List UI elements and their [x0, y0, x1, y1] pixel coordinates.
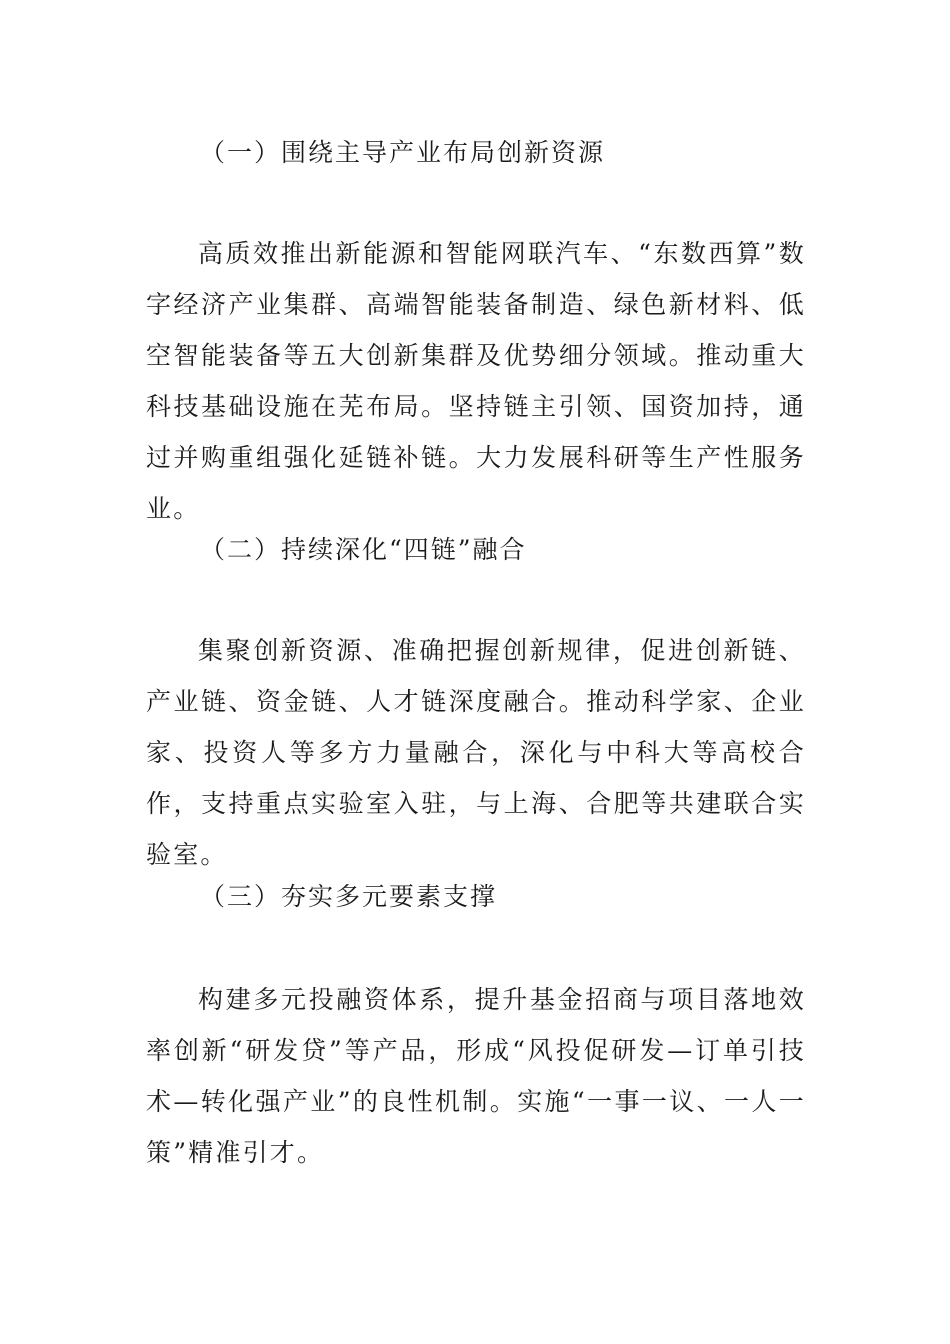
section-heading-2: （二）持续深化“四链”融合	[200, 535, 527, 564]
section-heading-1: （一）围绕主导产业布局创新资源	[200, 138, 606, 167]
section-body-2: 集聚创新资源、准确把握创新规律，促进创新链、产业链、资金链、人才链深度融合。推动科学家、企业家、投资人等多方力量融合，深化与中科大等高校合作，支持重点实验室入驻，与上海、合肥等共建联合实验室。	[146, 636, 806, 869]
section-body-1: 高质效推出新能源和智能网联汽车、“东数西算”数字经济产业集群、高端智能装备制造、绿色新材料、低空智能装备等五大创新集群及优势细分领域。推动重大科技基础设施在芜布局。坚持链主引领、国资加持，通过并购重组强化延链补链。大力发展科研等生产性服务业。	[146, 239, 806, 523]
section-body-3: 构建多元投融资体系，提升基金招商与项目落地效率创新“研发贷”等产品，形成“风投促研发—订单引技术—转化强产业”的良性机制。实施“一事一议、一人一策”精准引才。	[146, 985, 806, 1167]
section-heading-3: （三）夯实多元要素支撑	[200, 882, 498, 911]
